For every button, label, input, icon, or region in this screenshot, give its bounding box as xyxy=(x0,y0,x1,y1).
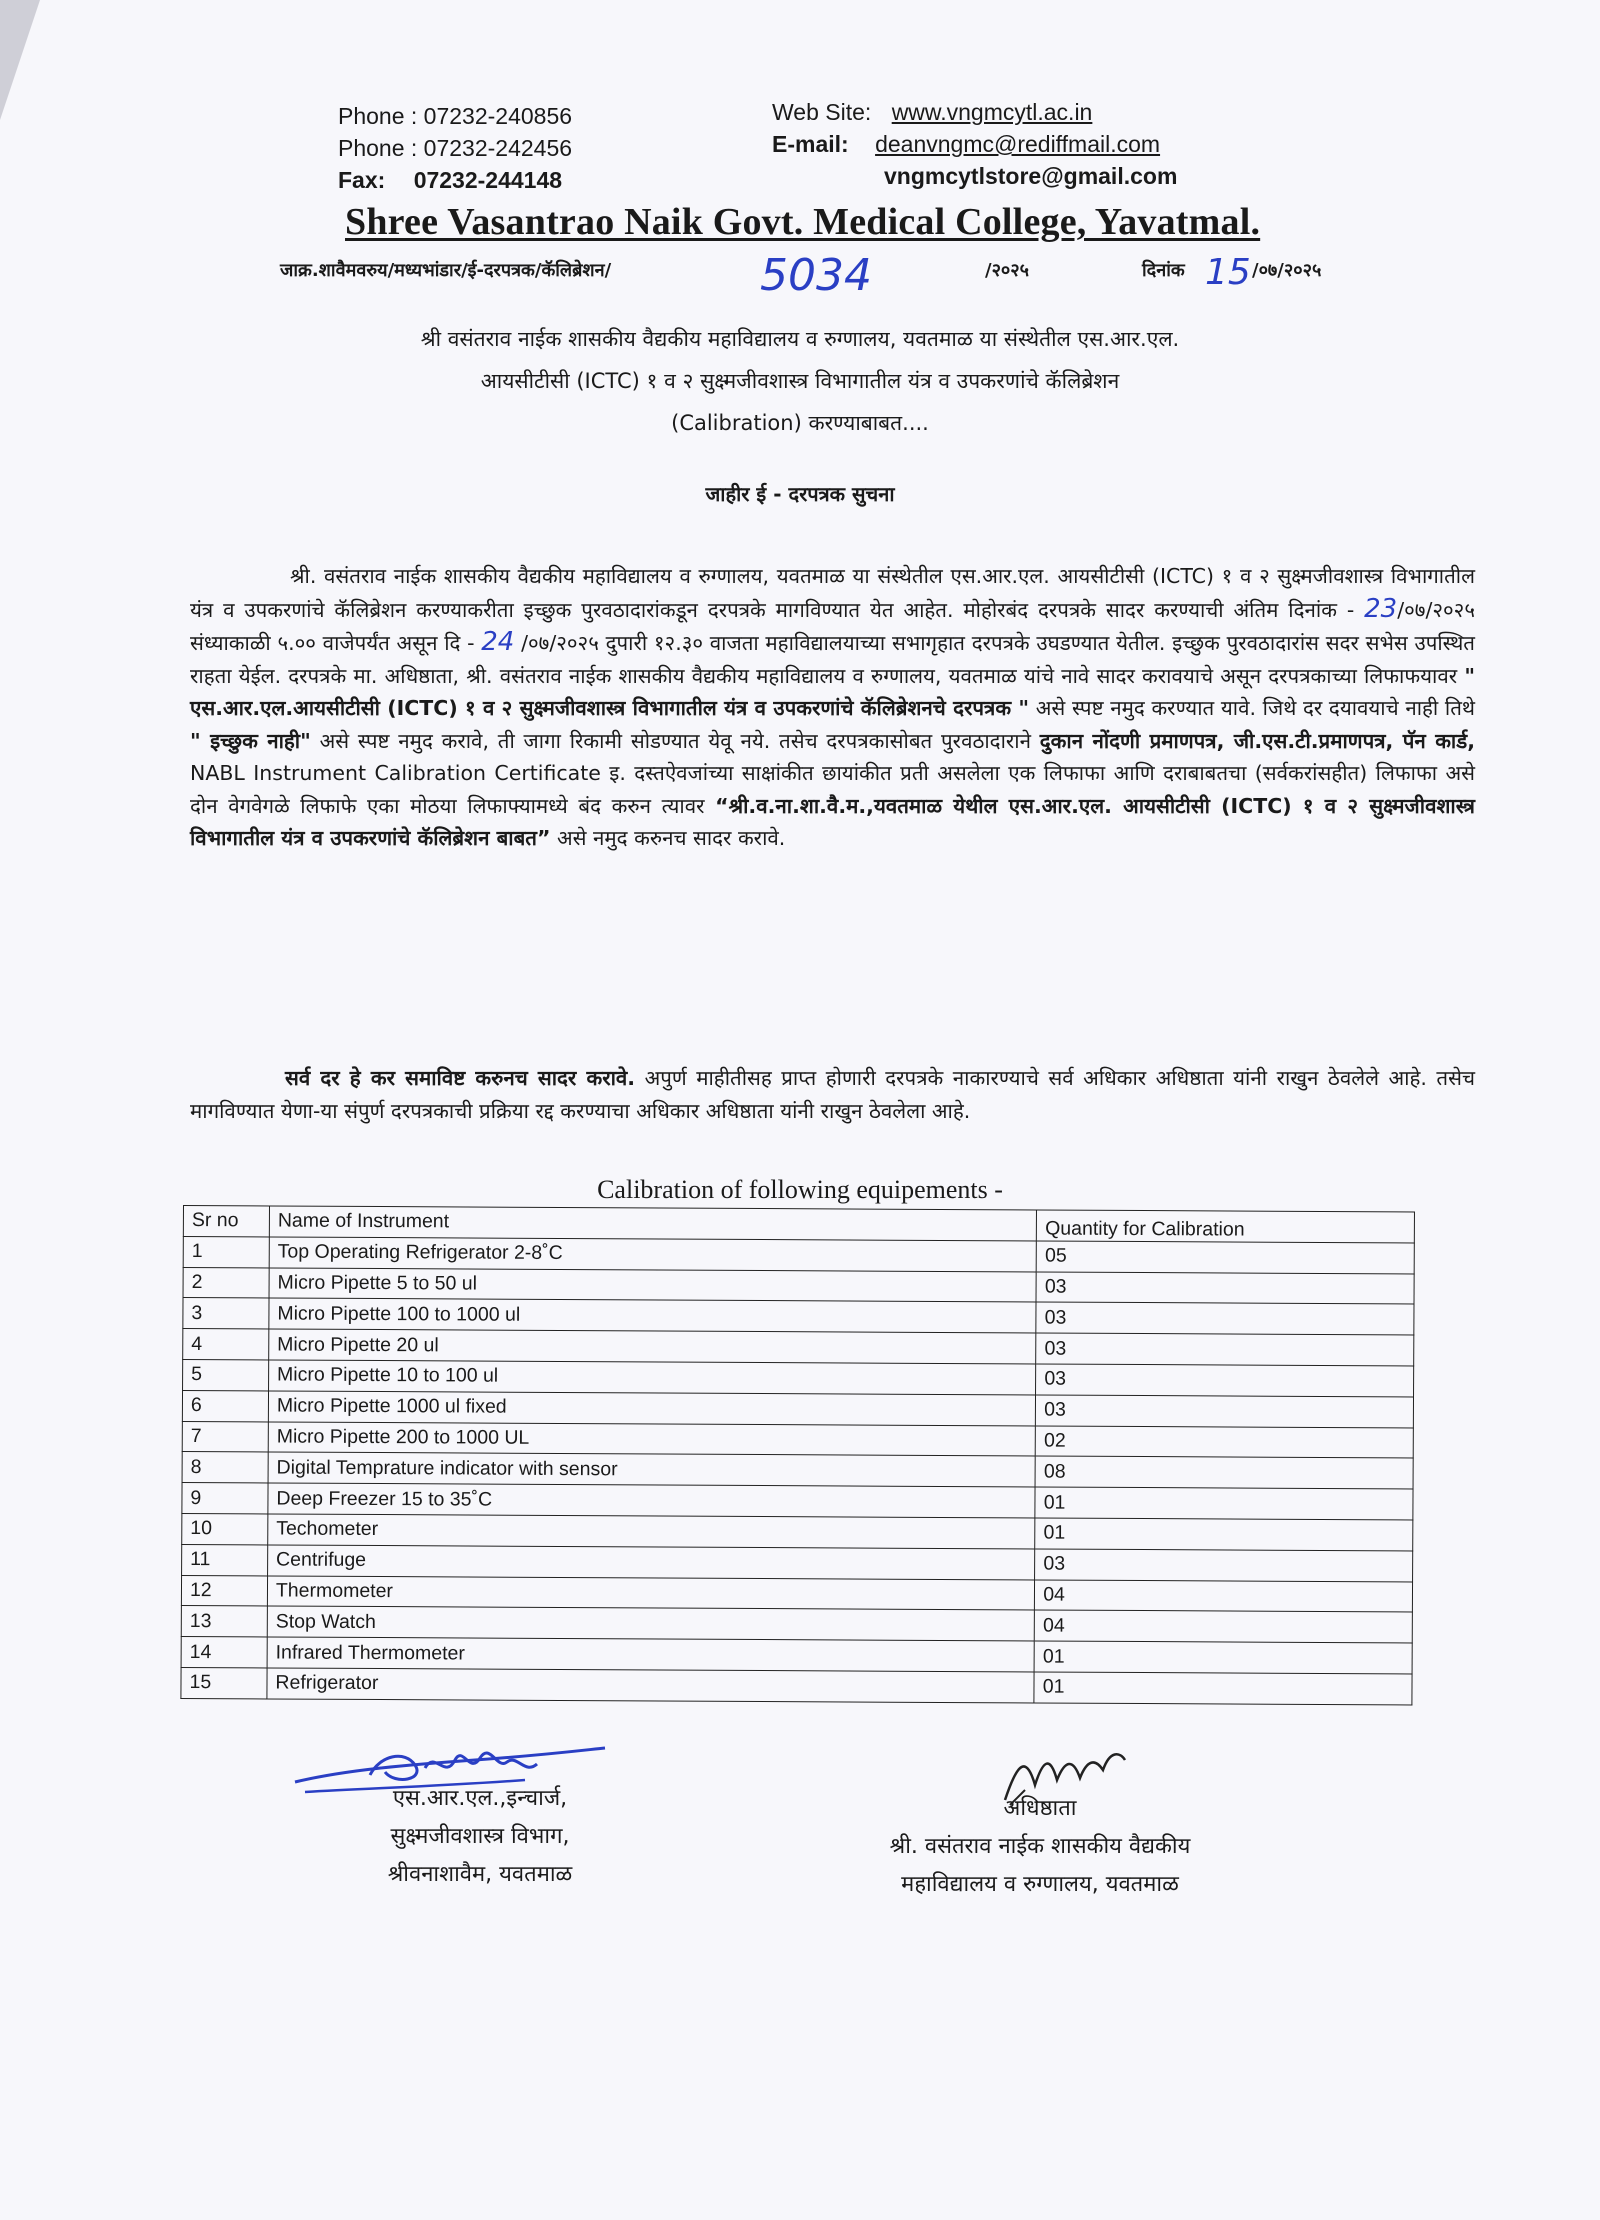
header-instrument-name: Name of Instrument xyxy=(269,1206,1036,1241)
row-quantity: 01 xyxy=(1034,1672,1412,1705)
fax-line xyxy=(338,164,572,196)
row-quantity: 03 xyxy=(1036,1272,1414,1305)
phone-1: Phone : 07232-240856 xyxy=(338,103,573,129)
body-text-6: NABL Instrument Calibration Certificate इ. दस्तऐवजांच्या साक्षांकीत छायांकीत प्रती असलेला एक लिफाफा आणि दराबाबतचा (सर्वकरांसहीत) लिफाफा असे दोन वेगवेगळे लिफाफे एका मोठया लिफाफ्यामध्ये बंद करुन त्यावर xyxy=(190,761,1475,818)
table-body xyxy=(181,1236,1414,1704)
outer-envelope-label: “श्री.व.ना.शा.वै.म.,यवतमाळ येथील एस.आर.एल. आयसीटीसी (ICTC) १ व २ सुक्ष्मजीवशास्त्र विभागातील यंत्र व उपकरणांचे कॅलिब्रेशन बाबत” xyxy=(190,793,1476,850)
right-signatory-block xyxy=(790,1790,1290,1904)
table-row xyxy=(181,1667,1412,1704)
row-quantity: 01 xyxy=(1034,1641,1412,1674)
date-rest: /०७/२०२५ xyxy=(1252,260,1322,281)
body-text-7: असे नमुद करुनच सादर करावे. xyxy=(550,826,786,850)
row-sr-no: 7 xyxy=(182,1421,268,1452)
row-sr-no: 8 xyxy=(182,1452,268,1483)
not-interested-text: " इच्छुक नाही" xyxy=(190,728,311,753)
left-signatory-line-1: एस.आर.एल.,इन्चार्ज, xyxy=(392,1786,568,1811)
contact-web xyxy=(772,96,1177,192)
left-signatory-line-2: सुक्ष्मजीवशास्त्र विभाग, xyxy=(390,1824,570,1849)
subject-line-1: श्री वसंतराव नाईक शासकीय वैद्यकीय महाविद्यालय व रुग्णालय, यवतमाळ या संस्थेतील एस.आर.एल. xyxy=(420,327,1180,351)
table-caption: Calibration of following equipements - xyxy=(597,1175,1003,1204)
row-quantity: 02 xyxy=(1035,1426,1413,1459)
row-sr-no: 6 xyxy=(182,1390,268,1421)
row-instrument-name: Micro Pipette 200 to 1000 UL xyxy=(268,1422,1035,1457)
website-link[interactable]: www.vngmcytl.ac.in xyxy=(891,99,1093,125)
email-line xyxy=(772,128,1177,160)
college-name-heading: Shree Vasantrao Naik Govt. Medical College, Yavatmal. xyxy=(345,201,1261,243)
page-fold-corner xyxy=(0,0,40,120)
subject-line-3: (Calibration) करण्याबाबत.... xyxy=(671,411,929,435)
row-instrument-name: Micro Pipette 10 to 100 ul xyxy=(268,1360,1035,1395)
row-quantity: 03 xyxy=(1036,1364,1414,1397)
row-instrument-name: Micro Pipette 5 to 50 ul xyxy=(269,1268,1036,1303)
notice-body xyxy=(190,560,1475,855)
website-label: Web Site: xyxy=(772,99,872,125)
body-text-1: श्री. वसंतराव नाईक शासकीय वैद्यकीय महाविद्यालय व रुग्णालय, यवतमाळ या संस्थेतील एस.आर.एल. आयसीटीसी (ICTC) १ व २ सुक्ष्मजीवशास्त्र विभागातील यंत्र व उपकरणांचे कॅलिब्रेशन करण्याकरीता इच्छुक पुरवठादारांकडून दरपत्रके मागविण्यात येत आहेत. मोहोरबंद दरपत्रके सादर करण्याची अंतिम दिनांक - xyxy=(190,564,1475,622)
row-instrument-name: Centrifuge xyxy=(267,1545,1034,1580)
body-text-4: असे स्पष्ट नमुद करण्यात यावे. जिथे दर दयावयाचे नाही तिथे xyxy=(1029,696,1475,720)
subject-block xyxy=(230,318,1370,444)
row-sr-no: 11 xyxy=(182,1544,268,1575)
notice-title: जाहीर ई - दरपत्रक सुचना xyxy=(705,482,895,506)
left-signatory-block xyxy=(320,1780,640,1894)
row-instrument-name: Thermometer xyxy=(267,1576,1034,1611)
row-quantity: 03 xyxy=(1036,1395,1414,1428)
row-quantity: 04 xyxy=(1035,1580,1413,1613)
row-quantity: 01 xyxy=(1035,1518,1413,1551)
email-label: E-mail: xyxy=(772,131,849,157)
right-signatory-line-2: श्री. वसंतराव नाईक शासकीय वैद्यकीय xyxy=(889,1834,1191,1859)
handwritten-date-day: 15 xyxy=(1205,252,1251,293)
subject-line-2: आयसीटीसी (ICTC) १ व २ सुक्ष्मजीवशास्त्र विभागातील यंत्र व उपकरणांचे कॅलिब्रेशन xyxy=(480,369,1120,393)
row-instrument-name: Stop Watch xyxy=(267,1606,1034,1641)
row-quantity: 01 xyxy=(1035,1487,1413,1520)
row-sr-no: 3 xyxy=(183,1298,269,1329)
phone-2: Phone : 07232-242456 xyxy=(338,135,573,161)
reference-year: /२०२५ xyxy=(985,260,1030,281)
closing-text: अपुर्ण माहीतीसह प्राप्त होणारी दरपत्रके नाकारण्याचे सर्व अधिकार अधिष्ठाता यांनी राखुन ठेवलेले आहे. तसेच मागविण्यात येणा-या संपुर्ण दरपत्रकाची प्रक्रिया रद्द करण्याचा अधिकार अधिष्ठाता यांनी राखुन ठेवलेला आहे. xyxy=(190,1066,1475,1123)
tax-inclusive-note: सर्व दर हे कर समाविष्ट करुनच सादर करावे. xyxy=(285,1066,636,1090)
row-sr-no: 5 xyxy=(183,1359,269,1390)
row-sr-no: 15 xyxy=(181,1667,267,1698)
row-instrument-name: Micro Pipette 20 ul xyxy=(269,1329,1036,1364)
contact-phones xyxy=(338,100,572,196)
row-sr-no: 12 xyxy=(181,1575,267,1606)
right-signatory-line-3: महाविद्यालय व रुग्णालय, यवतमाळ xyxy=(901,1872,1179,1897)
website-line xyxy=(772,96,1177,128)
row-instrument-name: Refrigerator xyxy=(267,1668,1034,1703)
header-sr-no: Sr no xyxy=(183,1206,269,1237)
body-text-5: असे स्पष्ट नमुद करावे, ती जागा रिकामी सोडण्यात येवू नये. तसेच दरपत्रकासोबत पुरवठादाराने xyxy=(310,728,1040,753)
fax-value: 07232-244148 xyxy=(413,167,563,193)
row-quantity: 03 xyxy=(1036,1302,1414,1335)
body-text-3: /०७/२०२५ दुपारी १२.३० वाजता महाविद्यालयाच्या सभागृहात दरपत्रके उघडण्यात येतील. इच्छुक पुरवठादारांस सदर सभेस उपस्थित राहता येईल. दरपत्रके मा. अधिष्ठाता, श्री. वसंतराव नाईक शासकीय वैद्यकीय महाविद्यालय व रुग्णालय, यवतमाळ यांचे नावे सादर करावयाचे असून दरपत्रकाच्या लिफाफयावर xyxy=(190,631,1475,688)
handwritten-last-date: 23 xyxy=(1364,593,1398,624)
row-quantity: 03 xyxy=(1036,1333,1414,1366)
row-sr-no: 13 xyxy=(181,1606,267,1637)
row-instrument-name: Infrared Thermometer xyxy=(267,1637,1034,1672)
row-sr-no: 10 xyxy=(182,1513,268,1544)
row-sr-no: 1 xyxy=(183,1236,269,1267)
fax-label: Fax: xyxy=(338,167,386,193)
row-instrument-name: Top Operating Refrigerator 2-8˚C xyxy=(269,1237,1036,1272)
email-link-1[interactable]: deanvngmc@rediffmail.com xyxy=(875,131,1161,157)
handwritten-opening-date: 24 xyxy=(481,627,515,657)
reference-prefix: जाक्र.शावैमवरुय/मध्यभांडार/ई-दरपत्रक/कॅलिब्रेशन/ xyxy=(280,260,612,281)
row-quantity: 03 xyxy=(1035,1549,1413,1582)
row-instrument-name: Techometer xyxy=(268,1514,1035,1549)
row-sr-no: 2 xyxy=(183,1267,269,1298)
row-sr-no: 14 xyxy=(181,1637,267,1668)
right-signatory-line-1: अधिष्ठाता xyxy=(1003,1796,1077,1821)
equipment-table xyxy=(180,1205,1415,1705)
left-signatory-line-3: श्रीवनाशावैम, यवतमाळ xyxy=(387,1862,573,1887)
documents-required-text: दुकान नोंदणी प्रमाणपत्र, जी.एस.टी.प्रमाणपत्र, पॅन कार्ड, xyxy=(1039,728,1475,753)
row-instrument-name: Micro Pipette 1000 ul fixed xyxy=(268,1391,1035,1426)
row-instrument-name: Deep Freezer 15 to 35˚C xyxy=(268,1483,1035,1518)
row-sr-no: 4 xyxy=(183,1329,269,1360)
row-sr-no: 9 xyxy=(182,1483,268,1514)
email-link-2[interactable]: vngmcytlstore@gmail.com xyxy=(884,163,1178,189)
row-quantity: 08 xyxy=(1035,1456,1413,1489)
handwritten-reference-number: 5034 xyxy=(760,250,872,301)
row-instrument-name: Micro Pipette 100 to 1000 ul xyxy=(269,1298,1036,1333)
body-text-2: /०७/२०२५ संध्याकाळी ५.०० वाजेपर्यंत असून दि - xyxy=(190,597,1475,655)
row-quantity: 05 xyxy=(1036,1241,1414,1274)
row-quantity: 04 xyxy=(1034,1610,1412,1643)
row-instrument-name: Digital Temprature indicator with sensor xyxy=(268,1452,1035,1487)
header-quantity: Quantity for Calibration xyxy=(1037,1210,1415,1243)
date-label: दिनांक xyxy=(1142,260,1185,281)
envelope-label-text: " एस.आर.एल.आयसीटीसी (ICTC) १ व २ सुक्ष्मजीवशास्त्र विभागातील यंत्र व उपकरणांचे कॅलिब्रेशनचे दरपत्रक " xyxy=(190,663,1475,720)
notice-closing xyxy=(190,1062,1475,1127)
